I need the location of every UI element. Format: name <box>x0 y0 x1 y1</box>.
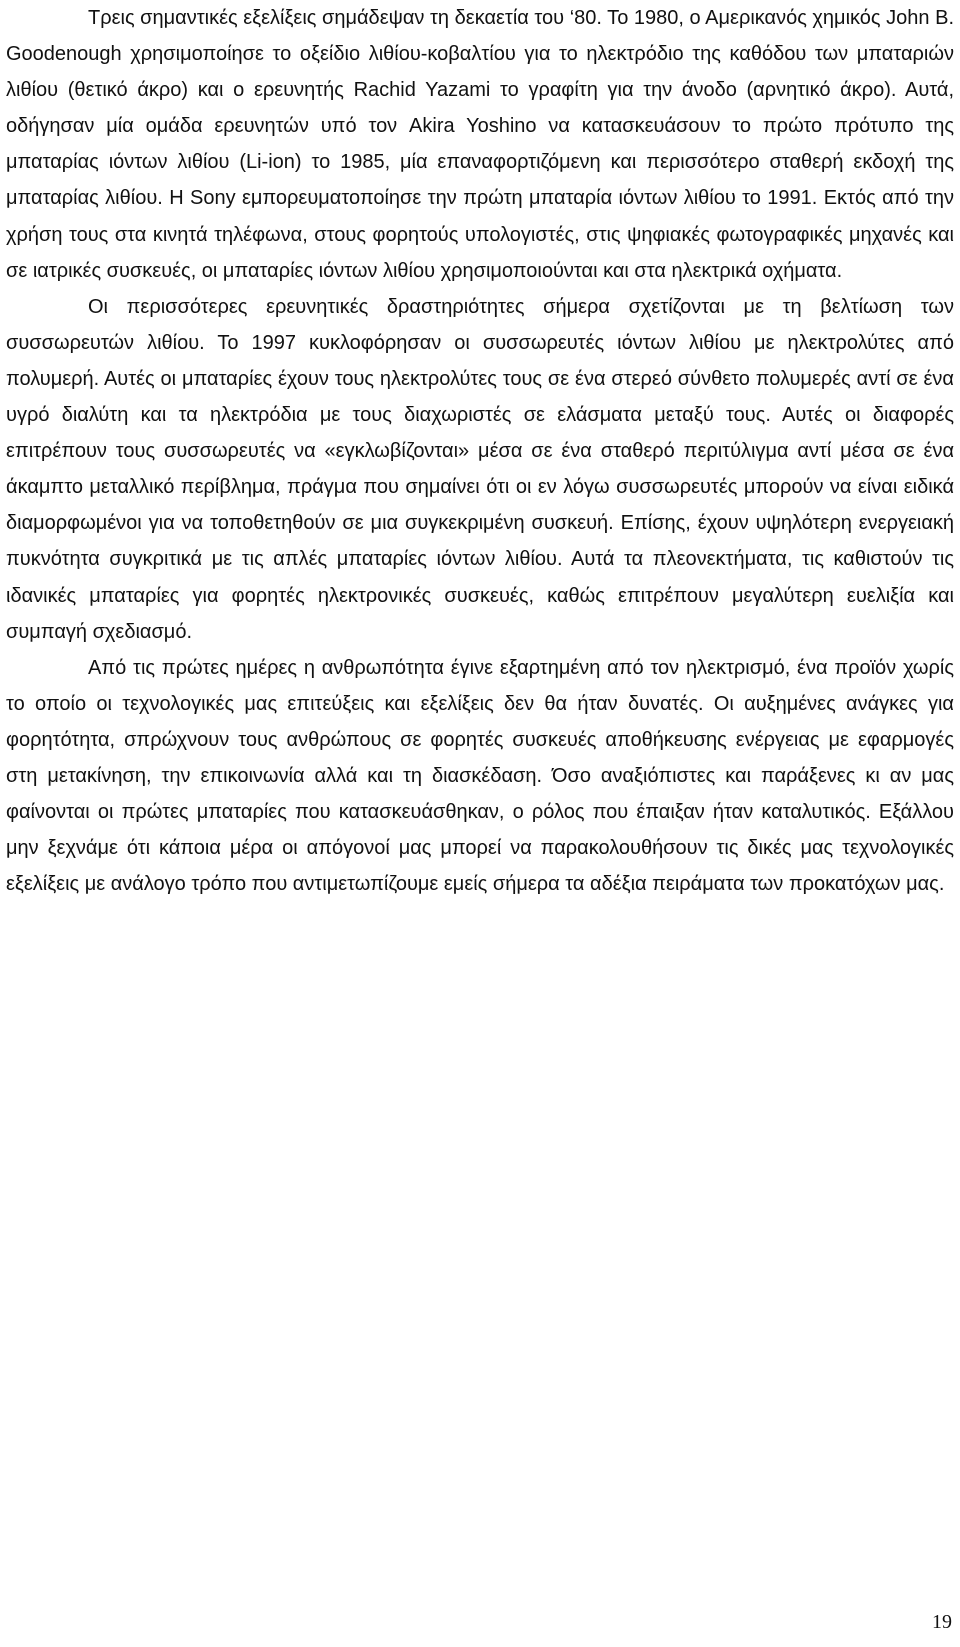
body-text <box>6 0 954 902</box>
paragraph-1: Τρεις σημαντικές εξελίξεις σημάδεψαν τη δεκαετία του ‘80. Το 1980, ο Αμερικανός χημικός John B. Goodenough χρησιμοποίησε το οξείδιο λιθίου-κοβαλτίου για το ηλεκτρόδιο της καθόδου των μπαταριών λιθίου (θετικό άκρο) και ο ερευνητής Rachid Yazami το γραφίτη για την άνοδο (αρνητικό άκρο). Αυτά, οδήγησαν μία ομάδα ερευνητών υπό τον Akira Yoshino να κατασκευάσουν το πρώτο πρότυπο της μπαταρίας ιόντων λιθίου (Li-ion) το 1985, μία επαναφορτιζόμενη και περισσότερο σταθερή εκδοχή της μπαταρίας λιθίου. Η Sony εμπορευματοποίησε την πρώτη μπαταρία ιόντων λιθίου το 1991. Εκτός από την χρήση τους στα κινητά τηλέφωνα, στους φορητούς υπολογιστές, στις ψηφιακές φωτογραφικές μηχανές και σε ιατρικές συσκευές, οι μπαταρίες ιόντων λιθίου χρησιμοποιούνται και στα ηλεκτρικά οχήματα. <box>6 7 954 282</box>
paragraph-3: Από τις πρώτες ημέρες η ανθρωπότητα έγινε εξαρτημένη από τον ηλεκτρισμό, ένα προϊόν χωρίς το οποίο οι τεχνολογικές μας επιτεύξεις και εξελίξεις δεν θα ήταν δυνατές. Οι αυξημένες ανάγκες για φορητότητα, σπρώχνουν τους ανθρώπους σε φορητές συσκευές αποθήκευσης ενέργειας με εφαρμογές στη μετακίνηση, την επικοινωνία αλλά και τη διασκέδαση. Όσο αναξιόπιστες και παράξενες κι αν μας φαίνονται οι πρώτες μπαταρίες που κατασκευάσθηκαν, ο ρόλος που έπαιξαν ήταν καταλυτικός. Εξάλλου μην ξεχνάμε ότι κάποια μέρα οι απόγονοί μας μπορεί να παρακολουθήσουν τις δικές μας τεχνολογικές εξελίξεις με ανάλογο τρόπο που αντιμετωπίζουμε εμείς σήμερα τα αδέξια πειράματα των προκατόχων μας. <box>6 656 954 896</box>
paragraph-2: Οι περισσότερες ερευνητικές δραστηριότητες σήμερα σχετίζονται με τη βελτίωση των συσσωρευτών λιθίου. Το 1997 κυκλοφόρησαν οι συσσωρευτές ιόντων λιθίου με ηλεκτρολύτες από πολυμερή. Αυτές οι μπαταρίες έχουν τους ηλεκτρολύτες τους σε ένα στερεό σύνθετο πολυμερές αντί σε ένα υγρό διαλύτη και τα ηλεκτρόδια με τους διαχωριστές σε ελάσματα μεταξύ τους. Αυτές οι διαφορές επιτρέπουν τους συσσωρευτές να «εγκλωβίζονται» μέσα σε ένα σταθερό περιτύλιγμα αντί μέσα σε ένα άκαμπτο μεταλλικό περίβλημα, πράγμα που σημαίνει ότι οι εν λόγω συσσωρευτές μπορούν να είναι ειδικά διαμορφωμένοι για να τοποθετηθούν σε μια συγκεκριμένη συσκευή. Επίσης, έχουν υψηλότερη ενεργειακή πυκνότητα συγκριτικά με τις απλές μπαταρίες ιόντων λιθίου. Αυτά τα πλεονεκτήματα, τις καθιστούν τις ιδανικές μπαταρίες για φορητές ηλεκτρονικές συσκευές, καθώς επιτρέπουν μεγαλύτερη ευελιξία και συμπαγή σχεδιασμό. <box>6 295 954 643</box>
page-number: 19 <box>932 1611 952 1633</box>
